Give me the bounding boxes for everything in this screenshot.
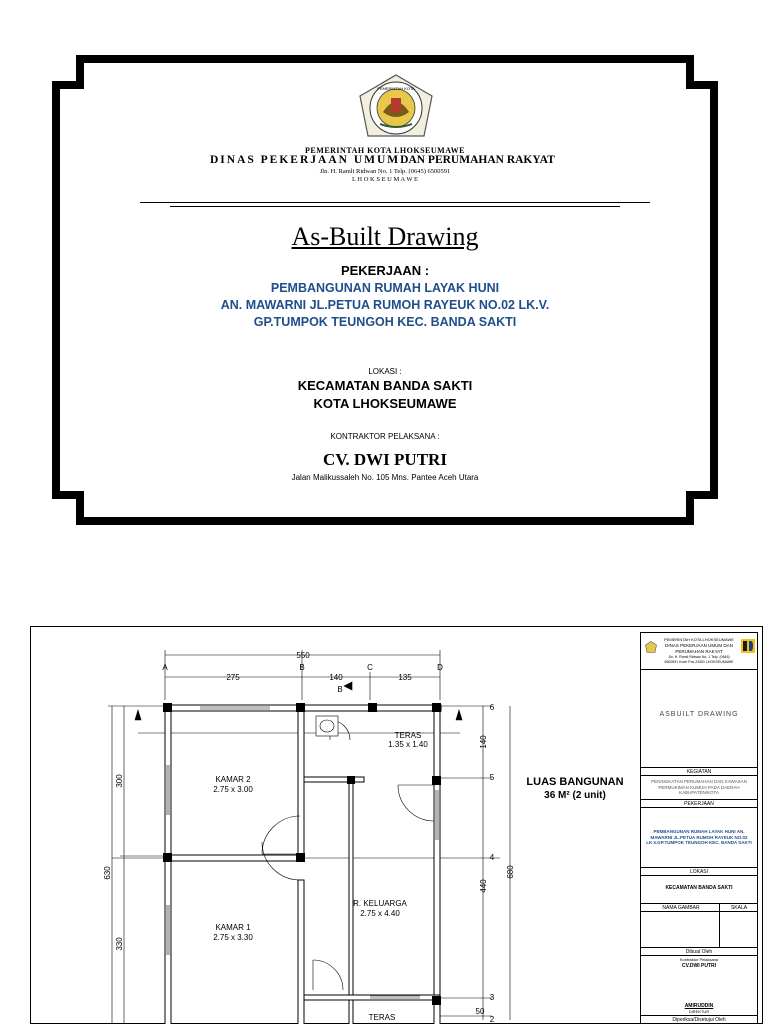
tb-divider [641,867,757,868]
section-b-label: B [337,685,343,694]
room-kamar2-size: 2.75 x 3.00 [213,785,253,794]
tb-kegiatan-label: KEGIATAN [686,769,712,775]
tb-skala: SKALA [730,905,748,911]
tb-pekerjaan-text: PEMBANGUNAN RUMAH LAYAK HUNI AN. MAWARNI JL.PETUA RUMOH RAYEUK NO.02 LK.V.GP.TUMPOK TEUNGOH KEC. BANDA SAKTI [646,829,752,846]
tb-kontraktor-label: Kontraktor Pelaksana [679,957,719,962]
tb-divider [641,1015,757,1016]
cover-org-line1: PEMERINTAH KOTA LHOKSEUMAWE [305,146,465,155]
dim-total: 550 [296,651,310,660]
tb-header-3: PERUMAHAN RAKYAT [675,649,723,654]
cover-project-line2: AN. MAWARNI JL.PETUA RUMOH RAYEUK NO.02 LK.V. [220,298,550,312]
section-a-left: A [135,711,141,720]
row-label-6: 6 [489,703,495,712]
dim-right-440: 440 [479,879,488,893]
tb-lokasi-text: KECAMATAN BANDA SAKTI [665,885,733,891]
cover-pekerjaan-label: PEKERJAAN : [340,263,430,278]
axis-label-d: D [437,663,443,672]
tb-divider [641,799,757,800]
row-label-5: 5 [489,773,495,782]
cover-kontraktor-address: Jalan Malikussaleh No. 105 Mns. Pantee Aceh Utara [291,473,479,482]
cover-address: Jln. H. Ramli Ridwan No. 1 Telp. (0645) 6500591 [319,168,451,175]
axis-label-c: C [367,663,373,672]
room-keluarga-size: 2.75 x 4.40 [360,909,400,918]
cover-project-line1: PEMBANGUNAN RUMAH LAYAK HUNI [270,281,500,295]
dim-cd: 135 [398,673,412,682]
cover-city: L H O K S E U M A W E [352,176,418,183]
tb-divider [641,911,757,912]
tb-kegiatan-text: PENINGKATAN PERUMAHAN DAN KAWASAN PERMUKIMAN KUMUH PADA DAERAH KABUPATEN/KOTA [651,779,747,796]
dim-left-630: 630 [103,866,112,880]
dim-right-140: 140 [479,735,488,749]
tb-kontraktor-name: CV.DWI PUTRI [682,963,716,969]
row-label-4: 4 [489,853,495,862]
tb-nama-gambar: NAMA GAMBAR [662,905,700,911]
room-keluarga: R. KELUARGA [353,899,407,908]
room-kamar1-size: 2.75 x 3.30 [213,933,253,942]
tb-dibuat-oleh: Dibuat Oleh [685,949,713,955]
tb-header-1: PEMERINTAH KOTA LHOKSEUMAWE [664,637,734,642]
tb-lokasi-label: LOKASI [689,869,709,875]
cover-org-line2a: DINAS PEKERJAAN UMUM [210,154,401,166]
dim-right-680: 680 [506,865,515,879]
tb-divider [641,903,757,904]
tb-divider [641,669,757,670]
cover-lokasi-line1: KECAMATAN BANDA SAKTI [297,378,473,393]
dim-bc: 140 [329,673,343,682]
row-label-2: 2 [489,1015,495,1024]
tb-header-2: DINAS PEKERJAAN UMUM DAN [665,643,733,648]
room-kamar1: KAMAR 1 [215,923,251,932]
dim-left-300: 300 [115,774,124,788]
tb-vertical-divider [719,903,720,947]
tb-divider [641,875,757,876]
cover-org-line2b: DAN PERUMAHAN RAKYAT [400,154,555,166]
room-teras-bottom: TERAS [368,1013,396,1022]
luas-bangunan-title: LUAS BANGUNAN [526,776,624,788]
tb-divider [641,955,757,956]
tb-divider [641,767,757,768]
room-kamar2: KAMAR 2 [215,775,251,784]
room-teras-top-size: 1.35 x 1.40 [388,740,428,749]
tb-signer-name: AMIRUDDIN [684,1003,714,1009]
tb-divider [641,807,757,808]
section-a-right: A [456,711,462,720]
tb-divider [641,947,757,948]
axis-label-a: A [162,663,168,672]
cover-kontraktor-label: KONTRAKTOR PELAKSANA : [330,432,440,441]
tb-pekerjaan-label: PEKERJAAN [684,801,714,807]
tb-divider [641,775,757,776]
cover-project-line3: GP.TUMPOK TEUNGOH KEC. BANDA SAKTI [253,315,517,329]
cover-title: As-Built Drawing [291,222,479,251]
tb-drawing-title: ASBUILT DRAWING [659,711,739,718]
cover-kontraktor-name: CV. DWI PUTRI [323,450,447,469]
dim-left-330: 330 [115,937,124,951]
tb-signer-title: DIREKTUR [688,1009,710,1014]
dim-right-50: 50 [475,1007,485,1016]
room-teras-top: TERAS [394,731,422,740]
dim-ab: 275 [226,673,240,682]
cover-logo-text: PEMERINTAH KOTA [377,86,415,91]
luas-bangunan-value: 36 M² (2 unit) [544,790,606,801]
row-label-3: 3 [489,993,495,1002]
cover-lokasi-label: LOKASI : [368,367,402,376]
title-block [640,632,758,1024]
tb-diperiksa: Diperiksa/Disetujui Oleh [672,1017,726,1023]
tb-header-4: Jln. H. Ramli Ridwan No. 1 Telp. (0645) [668,655,730,659]
tb-header-5: 6500591 Kode Pos 24351 LHOKSEUMAWE [664,660,734,664]
axis-label-b: B [299,663,305,672]
cover-lokasi-line2: KOTA LHOKSEUMAWE [313,396,457,411]
